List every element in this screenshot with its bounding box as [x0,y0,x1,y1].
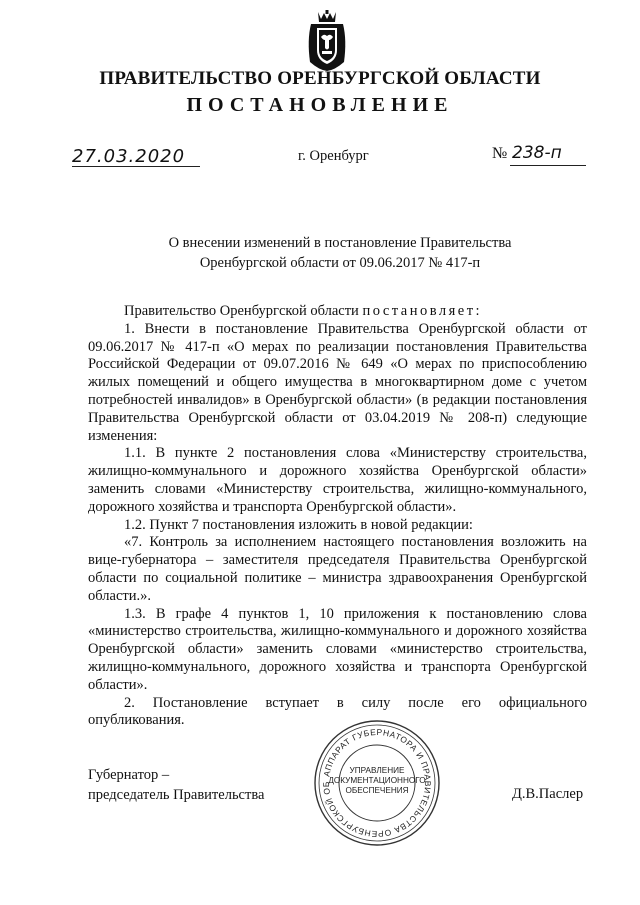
paragraph-2: 2. Постановление вступает в силу после его официального опубликования. [88,694,587,729]
signatory-title-line-1: Губернатор – [88,767,170,783]
coat-of-arms-icon [305,10,349,72]
date-underline [72,166,200,167]
signatory-title [88,765,264,805]
document-number: 238-п [512,143,562,163]
city: г. Оренбург [298,148,369,164]
paragraph-1-1: 1.1. В пункте 2 постановления слова «Министерству строительства, жилищно-коммунального и дорожного хозяйства Оренбургской области» заменить словами «Министерству строительства, жилищно-коммунального, дорожного хозяйства и транспорта Оренбургской области». [88,445,587,515]
paragraph-1: 1. Внести в постановление Правительства Оренбургской области от 09.06.2017 № 417-п «О мерах по реализации постановления Правительства Российской Федерации от 09.07.2016 № 649 «О мерах по приспособлению жилых помещений и общего имущества в многоквартирном доме с учетом потребностей инвалидов» в Оренбургской области» (в редакции постановления Правительства Оренбургской области от 03.04.2019 № 208-п) следующие изменения: [88,320,587,444]
stamp-line-3: ОБЕСПЕЧЕНИЯ [345,786,409,795]
document-subject [0,233,640,273]
paragraph-1-2: 1.2. Пункт 7 постановления изложить в новой редакции: [124,516,473,533]
intro-prefix: Правительство Оренбургской области [124,303,363,319]
stamp-ring-text: АППАРАТ ГУБЕРНАТОРА И ПРАВИТЕЛЬСТВА ОРЕНБУРГСКОЙ ОБ [320,726,434,840]
number-underline [510,165,586,166]
subject-line-2: Оренбургской области от 09.06.2017 № 417-п [199,255,481,271]
intro-decree-word: постановляет: [362,303,483,319]
stamp-line-1: УПРАВЛЕНИЕ [349,766,405,775]
official-stamp [312,718,442,848]
paragraph-1-2-quote: «7. Контроль за исполнением настоящего постановления возложить на вице-губернатора – заместителя председателя Правительства Оренбургской области по социальной политике – министра здравоохранения Оренбургской области.». [88,534,587,604]
document-type: ПОСТАНОВЛЕНИЕ [186,94,454,116]
paragraph-1-3: 1.3. В графе 4 пунктов 1, 10 приложения к постановлению слова «министерство строительства, жилищно-коммунального и дорожного хозяйства Оренбургской области» заменить словами «министерство строительства, жилищно-коммунального, дорожного хозяйства и транспорта Оренбургской области». [88,605,587,693]
signatory-title-line-2: председатель Правительства [88,787,265,803]
number-label: № [492,145,508,162]
signatory-name: Д.В.Паслер [512,786,584,802]
subject-line-1: О внесении изменений в постановление Правительства [168,235,512,251]
document-date: 27.03.2020 [72,146,186,167]
intro-paragraph [88,303,587,321]
stamp-center-text [312,766,442,796]
government-title: ПРАВИТЕЛЬСТВО ОРЕНБУРГСКОЙ ОБЛАСТИ [99,68,541,89]
stamp-line-2: ДОКУМЕНТАЦИОННОГО [328,776,426,785]
document-body [88,303,587,730]
